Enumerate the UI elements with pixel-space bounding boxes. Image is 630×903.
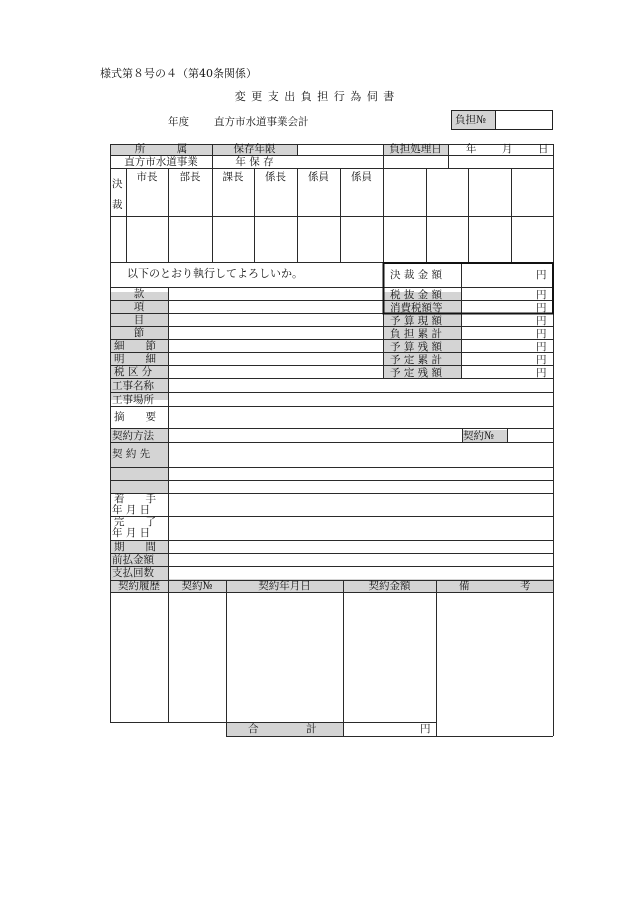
col-contract-no: 契約№ <box>181 580 213 592</box>
label-budget-current: 予 算 現 額 <box>390 315 443 327</box>
approver-unit-chief: 係長 <box>265 171 286 183</box>
label-saisetsu: 細 節 <box>114 340 156 352</box>
dept-value: 直方市水道事業 <box>124 156 198 168</box>
label-tax-category: 税 区 分 <box>114 366 153 378</box>
process-date-label: 負担処理日 <box>389 143 442 155</box>
yen-approved: 円 <box>536 269 547 281</box>
label-burden-total: 負 担 累 計 <box>390 328 443 340</box>
col-history: 契約履歴 <box>118 580 160 592</box>
col-remarks-1: 備 <box>459 580 470 592</box>
yen-tax: 円 <box>536 302 547 314</box>
approval-label-2: 裁 <box>112 199 123 211</box>
yen-budget-remaining: 円 <box>536 341 547 353</box>
total-label-2: 計 <box>306 723 317 735</box>
label-work-place: 工事場所 <box>112 394 154 406</box>
label-setsu: 節 <box>133 327 145 339</box>
label-pre-tax-amount: 税 抜 金 額 <box>390 289 443 301</box>
label-start-2: 年 月 日 <box>112 504 151 516</box>
approver-director: 部長 <box>179 171 201 183</box>
yen-planned-total: 円 <box>536 354 547 366</box>
date-month: 月 <box>502 143 513 155</box>
label-meisai: 明 細 <box>114 353 156 365</box>
col-contract-date: 契約年月日 <box>258 580 311 592</box>
retention-label: 保存年限 <box>233 143 276 155</box>
label-budget-remaining: 予 算 残 額 <box>390 341 443 353</box>
label-moku: 目 <box>133 314 145 326</box>
col-amount: 契約金額 <box>368 580 411 592</box>
year-label: 年度 <box>168 116 189 128</box>
total-yen: 円 <box>420 723 431 735</box>
approver-staff-1: 係員 <box>308 171 329 183</box>
yen-planned-remaining: 円 <box>536 367 547 379</box>
form-number: 様式第８号の４（第40条関係） <box>100 67 257 80</box>
yen-burden-total: 円 <box>536 328 547 340</box>
account-name: 直方市水道事業会計 <box>214 116 309 128</box>
approver-section-chief: 課長 <box>222 171 244 183</box>
burden-no-label: 負担№ <box>455 114 486 126</box>
label-contract-method: 契約方法 <box>112 430 154 442</box>
label-kou: 項 <box>133 301 145 313</box>
label-approved-amount: 決 裁 金 額 <box>390 269 443 281</box>
label-consumption-tax: 消費税額等 <box>390 302 443 314</box>
label-end-2: 年 月 日 <box>112 527 151 539</box>
label-advance: 前払金額 <box>112 554 154 566</box>
approval-label-1: 決 <box>112 178 123 190</box>
yen-budget-current: 円 <box>536 315 547 327</box>
yen-pre-tax: 円 <box>536 289 547 301</box>
request-text: 以下のとおり執行してよろしいか。 <box>127 267 303 280</box>
dept-label: 所 属 <box>134 143 188 155</box>
label-period: 期 間 <box>114 541 156 553</box>
label-payments: 支払回数 <box>112 567 154 579</box>
label-planned-total: 予 定 累 計 <box>390 354 443 366</box>
approver-mayor: 市長 <box>136 171 158 183</box>
date-day: 日 <box>538 143 549 155</box>
label-end-1: 完 了 <box>114 516 156 528</box>
label-contract-no: 契約№ <box>463 430 494 442</box>
label-planned-remaining: 予 定 残 額 <box>390 367 443 379</box>
label-contractor: 契 約 先 <box>112 448 151 460</box>
col-remarks-2: 考 <box>520 580 531 592</box>
retention-value: 年 保 存 <box>235 156 274 168</box>
date-year: 年 <box>466 143 477 155</box>
total-label-1: 合 <box>248 723 259 735</box>
label-work-name: 工事名称 <box>112 380 154 392</box>
label-kan: 款 <box>133 288 145 300</box>
label-start-1: 着 手 <box>114 493 156 505</box>
label-summary: 摘 要 <box>114 411 156 423</box>
form-title: 変 更 支 出 負 担 行 為 伺 書 <box>234 90 396 103</box>
approver-staff-2: 係員 <box>351 171 372 183</box>
